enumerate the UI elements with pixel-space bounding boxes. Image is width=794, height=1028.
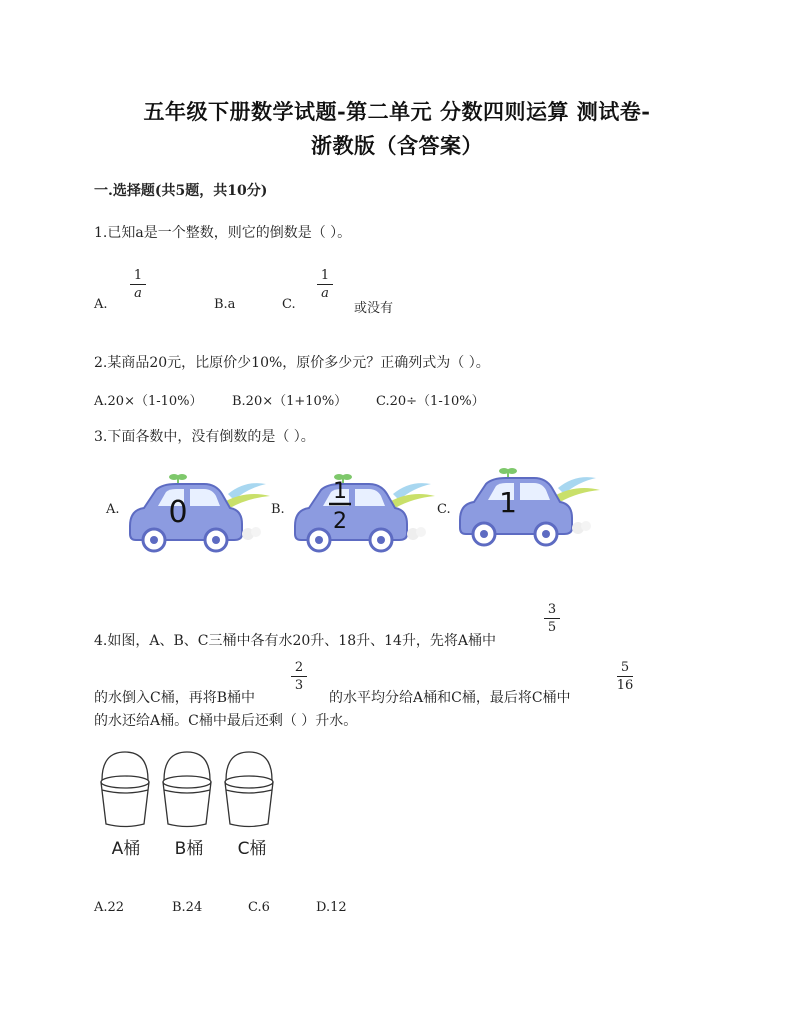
car-option-c bbox=[460, 468, 600, 545]
buckets-illustration bbox=[98, 748, 288, 830]
q1-option-c-suffix: 或没有 bbox=[354, 301, 394, 316]
fraction-bar bbox=[617, 676, 633, 677]
q4-option-d: D.12 bbox=[316, 900, 347, 915]
fraction-bar bbox=[130, 284, 146, 285]
q3-option-c-label: C. bbox=[437, 502, 451, 517]
q3-option-a-label: A. bbox=[106, 502, 120, 517]
fraction-denominator: 5 bbox=[547, 620, 557, 635]
page-title-line1: 五年级下册数学试题-第二单元 分数四则运算 测试卷- bbox=[143, 99, 651, 124]
fraction-numerator: 1 bbox=[320, 268, 330, 283]
question-2-text: 2.某商品20元，比原价少10%，原价多少元？正确列式为（ ）。 bbox=[94, 355, 490, 371]
q4-fraction-2 bbox=[287, 660, 311, 693]
q4-option-a: A.22 bbox=[94, 900, 125, 915]
question-1-text: 1.已知a是一个整数，则它的倒数是（ ）。 bbox=[94, 225, 352, 241]
car-option-b bbox=[295, 474, 435, 551]
fraction-bar bbox=[544, 618, 560, 619]
q1-option-b: B.a bbox=[214, 297, 236, 312]
bucket-c-label: C桶 bbox=[237, 839, 267, 859]
bucket-a-label: A桶 bbox=[111, 839, 141, 859]
q1-option-c-fraction bbox=[313, 268, 337, 301]
question-4-line3: 的水还给A桶。C桶中最后还剩（ ）升水。 bbox=[94, 713, 358, 729]
fraction-numerator: 3 bbox=[547, 602, 557, 617]
section-heading: 一.选择题(共5题，共10分) bbox=[94, 183, 268, 199]
fraction-denominator: 16 bbox=[616, 678, 634, 693]
car-c-number: 1 bbox=[499, 486, 517, 519]
question-4-line2-part2: 的水平均分给A桶和C桶，最后将C桶中 bbox=[329, 690, 571, 706]
question-4-line2-part1: 的水倒入C桶，再将B桶中 bbox=[94, 690, 255, 706]
page-title-line2: 浙教版（含答案） bbox=[311, 133, 483, 158]
q1-option-c-label: C. bbox=[282, 297, 296, 312]
q3-cars-illustration bbox=[120, 466, 600, 554]
q3-option-b-label: B. bbox=[271, 502, 285, 517]
q2-option-a: A.20×（1-10%） bbox=[94, 394, 203, 409]
fraction-denominator: 3 bbox=[294, 678, 304, 693]
car-a-number: 0 bbox=[168, 495, 188, 530]
bucket-b-label: B桶 bbox=[174, 839, 204, 859]
fraction-denominator: a bbox=[321, 286, 329, 301]
fraction-numerator: 1 bbox=[133, 268, 143, 283]
question-3-text: 3.下面各数中，没有倒数的是（ ）。 bbox=[94, 429, 315, 445]
fraction-numerator: 5 bbox=[620, 660, 630, 675]
q4-option-b: B.24 bbox=[172, 900, 203, 915]
q2-option-c: C.20÷（1-10%） bbox=[376, 394, 485, 409]
car-b-denominator: 2 bbox=[333, 509, 347, 534]
car-option-a bbox=[130, 474, 270, 551]
fraction-numerator: 2 bbox=[294, 660, 304, 675]
q4-fraction-1 bbox=[540, 602, 564, 635]
q1-option-a-fraction bbox=[126, 268, 150, 301]
question-4-line1: 4.如图，A、B、C三桶中各有水20升、18升、14升，先将A桶中 bbox=[94, 633, 497, 649]
fraction-bar bbox=[317, 284, 333, 285]
fraction-denominator: a bbox=[134, 286, 142, 301]
fraction-bar bbox=[291, 676, 307, 677]
q4-option-c: C.6 bbox=[248, 900, 270, 915]
q1-option-a-label: A. bbox=[94, 297, 108, 312]
car-b-numerator: 1 bbox=[333, 479, 347, 504]
q4-fraction-3 bbox=[613, 660, 637, 693]
q2-option-b: B.20×（1+10%） bbox=[232, 394, 348, 409]
